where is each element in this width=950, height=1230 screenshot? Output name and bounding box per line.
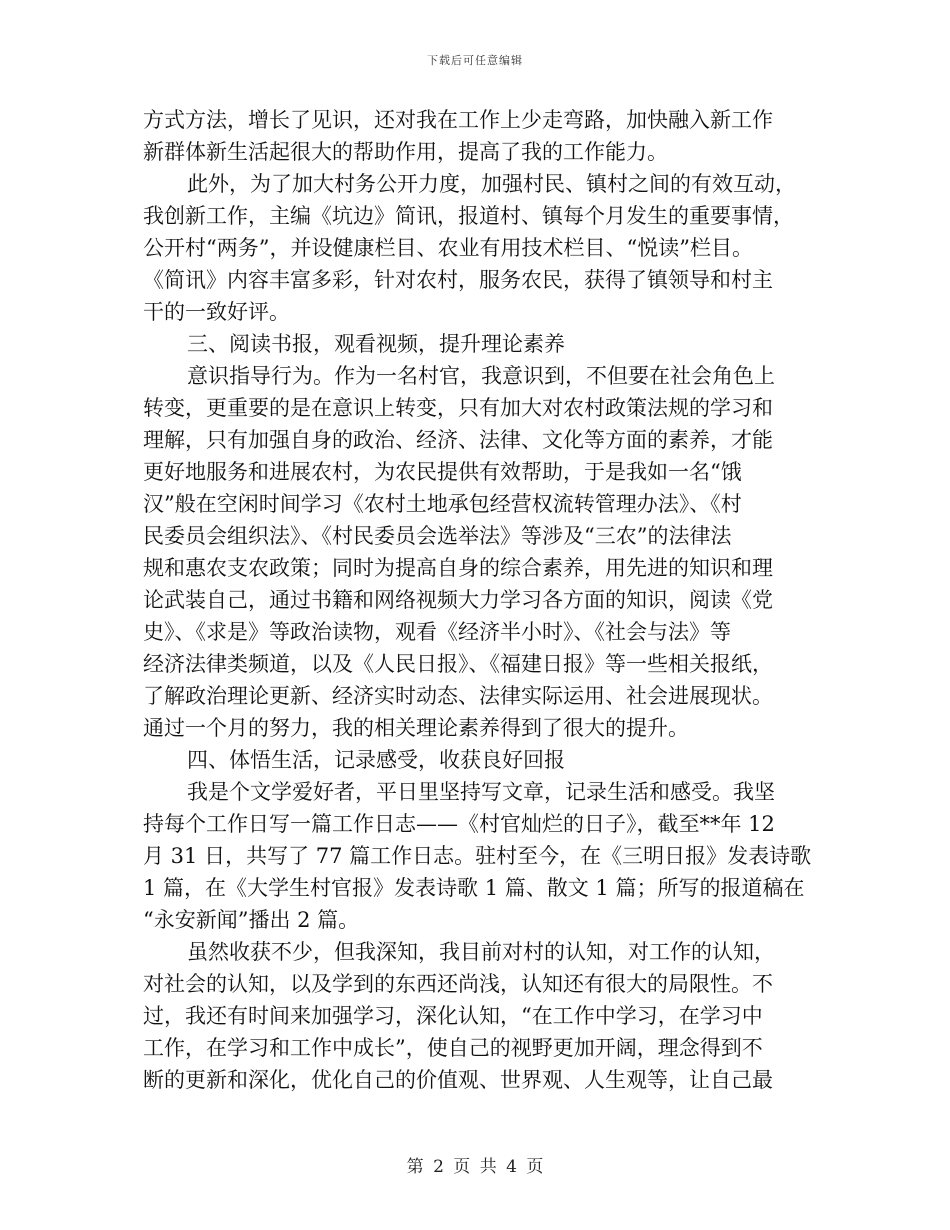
body-line: 民委员会组织法》、《村民委员会选举法》等涉及“三农”的法律法 [143, 524, 732, 548]
body-line: 干的一致好评。 [143, 300, 290, 324]
body-line: 过，我还有时间来加强学习，深化认知，“在工作中学习，在学习中 [143, 1004, 763, 1028]
body-line: 汉”般在空闲时间学习《农村土地承包经营权流转管理办法》、《村 [143, 492, 742, 516]
body-line: 月 31 日，共写了 77 篇工作日志。驻村至今，在《三明日报》发表诗歌 [143, 844, 812, 868]
body-line: 1 篇，在《大学生村官报》发表诗歌 1 篇、散文 1 篇；所写的报道稿在 [143, 876, 805, 900]
body-line: 通过一个月的努力，我的相关理论素养得到了很大的提升。 [143, 716, 689, 740]
body-line: 我创新工作，主编《坑边》简讯，报道村、镇每个月发生的重要事情， [143, 204, 794, 228]
body-line: 了解政治理论更新、经济实时动态、法律实际运用、社会进展现状。 [143, 684, 773, 708]
body-line: “永安新闻”播出 2 篇。 [143, 908, 360, 932]
body-line: 理解，只有加强自身的政治、经济、法律、文化等方面的素养，才能 [143, 428, 773, 452]
body-line: 我是个文学爱好者，平日里坚持写文章，记录生活和感受。我坚 [187, 780, 775, 804]
body-line: 虽然收获不少，但我深知，我目前对村的认知，对工作的认知， [187, 940, 775, 964]
body-line: 意识指导行为。作为一名村官，我意识到，不但要在社会角色上 [187, 364, 775, 388]
body-line: 史》、《求是》等政治读物，观看《经济半小时》、《社会与法》等 [143, 620, 731, 644]
page-footer: 第 2 页 共 4 页 [406, 1157, 544, 1177]
body-line: 公开村“两务”，并设健康栏目、农业有用技术栏目、“悦读”栏目。 [143, 236, 753, 260]
body-line: 工作，在学习和工作中成长”，使自己的视野更加开阔，理念得到不 [143, 1036, 763, 1060]
section-heading: 三、阅读书报，观看视频，提升理论素养 [187, 332, 565, 356]
section-heading: 四、体悟生活，记录感受，收获良好回报 [187, 748, 565, 772]
body-line: 方式方法，增长了见识，还对我在工作上少走弯路，加快融入新工作 [143, 108, 773, 132]
body-line: 断的更新和深化，优化自己的价值观、世界观、人生观等，让自己最 [143, 1068, 773, 1092]
body-line: 规和惠农支农政策；同时为提高自身的综合素养，用先进的知识和理 [143, 556, 773, 580]
body-line: 经济法律类频道，以及《人民日报》、《福建日报》等一些相关报纸， [143, 652, 773, 676]
body-line: 持每个工作日写一篇工作日志——《村官灿烂的日子》，截至**年 12 [143, 812, 775, 836]
body-line: 对社会的认知，以及学到的东西还尚浅，认知还有很大的局限性。不 [143, 972, 773, 996]
body-line: 此外，为了加大村务公开力度，加强村民、镇村之间的有效互动， [187, 172, 796, 196]
body-line: 论武装自己，通过书籍和网络视频大力学习各方面的知识，阅读《党 [143, 588, 773, 612]
body-line: 更好地服务和进展农村，为农民提供有效帮助，于是我如一名“饿 [143, 460, 742, 484]
body-line: 《简讯》内容丰富多彩，针对农村，服务农民，获得了镇领导和村主 [143, 268, 773, 292]
body-line: 转变，更重要的是在意识上转变，只有加大对农村政策法规的学习和 [143, 396, 773, 420]
body-line: 新群体新生活起很大的帮助作用，提高了我的工作能力。 [143, 140, 668, 164]
document-body [143, 104, 812, 1096]
page-header: 下载后可任意编辑 [427, 54, 523, 67]
